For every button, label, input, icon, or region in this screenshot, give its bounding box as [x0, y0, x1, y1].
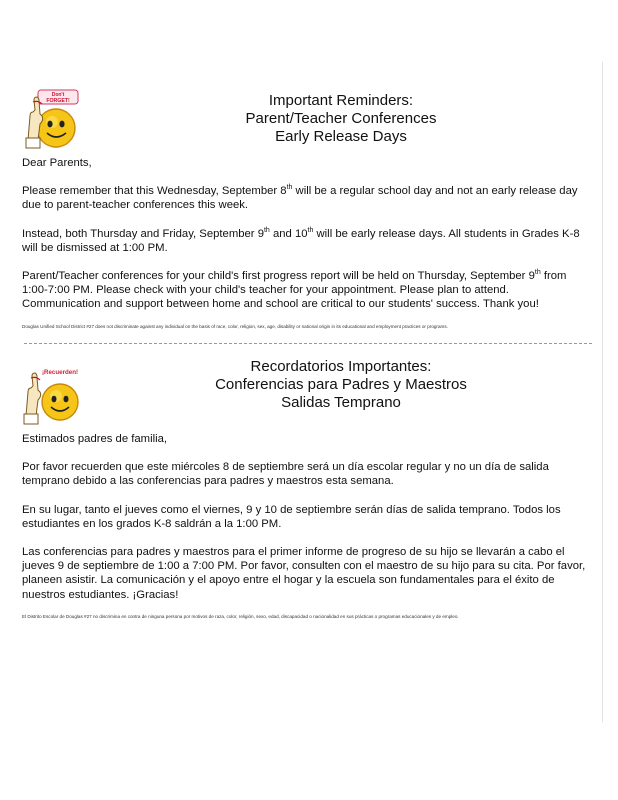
english-notice [22, 86, 590, 330]
text-run: from 1:00-7:00 PM. Please check with your child's teacher for your appointment. Please plan to attend. Communication and support between home and school are critical to our students' success. Thank you! [22, 270, 567, 311]
smiley-reminder-icon [20, 364, 84, 426]
paragraph-conferences: Las conferencias para padres y maestros para el primer informe de progreso de su hijo se llevarán a cabo el jueves 9 de septiembre de 1:00 a 7:00 PM. Por favor, consulten con el maestro de su hijo para su cita. Por favor, planeen asistir. La comunicación y el apoyo entre el hogar y la escuela son fundamentales para el éxito de nuestros estudiantes. ¡Gracias! [22, 546, 586, 601]
text-run: Instead, both Thursday and Friday, September 9 [22, 227, 264, 240]
text-run: will be a regular school day and not an early release day due to parent-teacher conferences this week. [22, 185, 578, 212]
greeting: Estimados padres de familia, [22, 433, 168, 445]
ordinal-suffix: th [263, 226, 270, 234]
greeting: Dear Parents, [22, 157, 92, 169]
english-header [22, 86, 590, 156]
paragraph-early-release: En su lugar, tanto el jueves como el viernes, 9 y 10 de septiembre serán días de salida temprano. Todos los estudiantes en los grados K-8 saldrán a la 1:00 PM. [22, 503, 561, 530]
text-run: Please remember that this Wednesday, September 8 [22, 185, 287, 198]
svg-text:Don't: Don't [51, 92, 65, 98]
spanish-title [92, 358, 590, 412]
section-divider [24, 343, 592, 344]
title-line: Important Reminders: [268, 92, 414, 109]
paragraph-wednesday: Por favor recuerden que este miércoles 8 de septiembre será un día escolar regular y no un día de salida temprano debido a las conferencias para padres y maestros esta semana. [22, 461, 549, 488]
ordinal-suffix: th [286, 184, 293, 192]
text-run: Parent/Teacher conferences for your child's first progress report will be held on Thursday, September 9 [22, 270, 535, 283]
paragraph-wednesday [22, 184, 590, 212]
title-line: Parent/Teacher Conferences [245, 110, 437, 127]
spanish-notice [22, 352, 590, 620]
page-edge [602, 62, 603, 722]
title-line: Conferencias para Padres y Maestros [215, 376, 467, 393]
title-line: Early Release Days [275, 128, 407, 145]
svg-text:FORGET!: FORGET! [46, 98, 70, 104]
smiley-reminder-icon [20, 88, 84, 150]
text-run: and 10 [269, 227, 308, 240]
disclaimer: El Distrito Escolar de Douglas #27 no discrimina en contra de ninguna persona por motivos de raza, color, religión, sexo, edad, discapacidad o nacionalidad en sus prácticas o programas educacionales y de empleo. [22, 613, 459, 619]
spanish-header [22, 352, 590, 432]
paragraph-conferences [22, 269, 590, 312]
english-title [92, 92, 590, 146]
title-line: Recordatorios Importantes: [250, 358, 432, 375]
ordinal-suffix: th [307, 226, 314, 234]
text-run: will be early release days. All students in Grades K-8 will be dismissed at 1:00 PM. [22, 227, 580, 254]
title-line: Salidas Temprano [281, 394, 401, 411]
disclaimer: Douglas Unified School District #27 does not discriminate against any individual on the basis of race, color, religion, sex, age, disability or national origin in its educational and employment practices or programs. [22, 323, 448, 329]
ordinal-suffix: th [534, 269, 541, 277]
paragraph-early-release [22, 227, 590, 255]
svg-text:¡Recuerden!: ¡Recuerden! [41, 369, 79, 376]
